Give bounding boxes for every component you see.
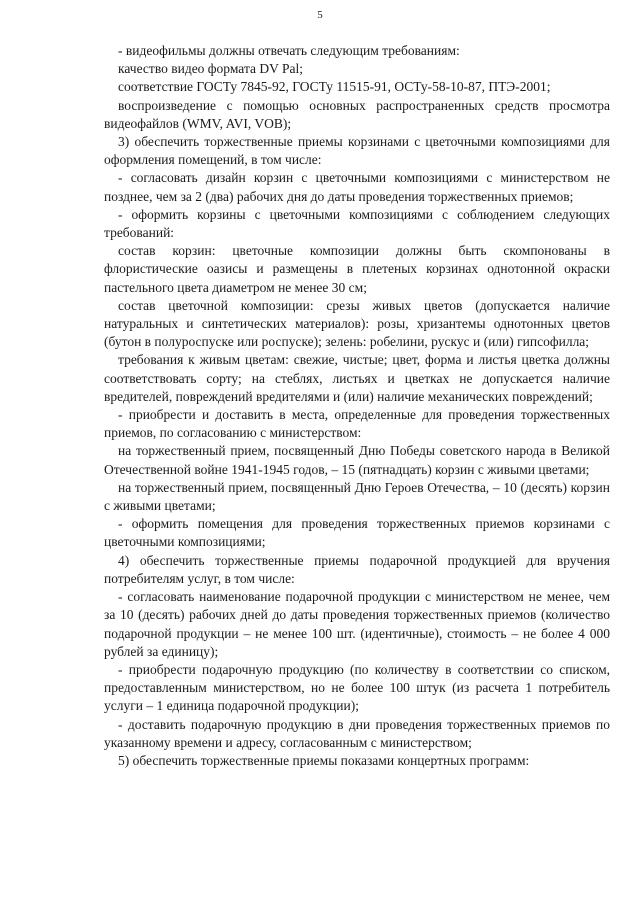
paragraph: состав цветочной композиции: срезы живых цветов (допускается наличие натуральных и синтетических материалов): розы, хризантемы однотонных цветов (бутон в полуроспуске или роспуске); зелень: робелини, рускус и (или) гипсофилла; xyxy=(104,297,610,350)
paragraph: - доставить подарочную продукцию в дни проведения торжественных приемов по указанному времени и адресу, согласованным с министерством; xyxy=(104,716,610,750)
paragraph: - приобрести подарочную продукцию (по количеству в соответствии со списком, предоставленным министерством, но не более 100 штук (из расчета 1 потребитель услуги – 1 единица подарочной продукции); xyxy=(104,661,610,714)
document-body xyxy=(104,42,610,770)
paragraph: на торжественный прием, посвященный Дню Героев Отечества, – 10 (десять) корзин с живыми цветами; xyxy=(104,479,610,514)
paragraph: 4) обеспечить торжественные приемы подарочной продукцией для вручения потребителям услуг, в том числе: xyxy=(104,552,610,586)
paragraph: соответствие ГОСТу 7845-92, ГОСТу 11515-91, ОСТу-58-10-87, ПТЭ-2001; xyxy=(118,79,551,95)
paragraph: - оформить помещения для проведения торжественных приемов корзинами с цветочными композициями; xyxy=(104,516,610,550)
paragraph: состав корзин: цветочные композиции должны быть скомпонованы в флористические оазисы и размещены в плетеных корзинах однотонной окраски пастельного цвета диаметром не менее 30 см; xyxy=(104,243,610,295)
paragraph: - приобрести и доставить в места, определенные для проведения торжественных приемов, по согласованию с министерством: xyxy=(104,407,610,441)
paragraph: на торжественный прием, посвященный Дню Победы советского народа в Великой Отечественной войне 1941-1945 годов, – 15 (пятнадцать) корзин с живыми цветами; xyxy=(104,443,610,477)
paragraph: воспроизведение с помощью основных распространенных средств просмотра видеофайлов (WMV, AVI, VOB); xyxy=(104,97,610,131)
paragraph: - согласовать наименование подарочной продукции с министерством не менее, чем за 10 (десять) рабочих дней до даты проведения торжественных приемов (количество подарочной продукции – не менее 100 шт. (идентичные), стоимость – не более 4 000 рублей за единицу); xyxy=(104,589,610,659)
paragraph: - оформить корзины с цветочными композициями с соблюдением следующих требований: xyxy=(104,206,610,241)
paragraph: 3) обеспечить торжественные приемы корзинами с цветочными композициями для оформления помещений, в том числе: xyxy=(104,134,610,168)
paragraph: - видеофильмы должны отвечать следующим требованиям: xyxy=(118,43,460,58)
paragraph: требования к живым цветам: свежие, чистые; цвет, форма и листья цветка должны соответствовать сорту; на стеблях, листьях и цветках не допускается наличие вредителей, повреждений вредителями и (или) наличие механических повреждений; xyxy=(104,352,610,404)
paragraph: - согласовать дизайн корзин с цветочными композициями с министерством не позднее, чем за 2 (два) рабочих дня до даты проведения торжественных приемов; xyxy=(104,170,610,204)
page-number: 5 xyxy=(317,9,323,21)
paragraph: 5) обеспечить торжественные приемы показами концертных программ: xyxy=(118,752,530,768)
paragraph: качество видео формата DV Pal; xyxy=(118,61,304,77)
